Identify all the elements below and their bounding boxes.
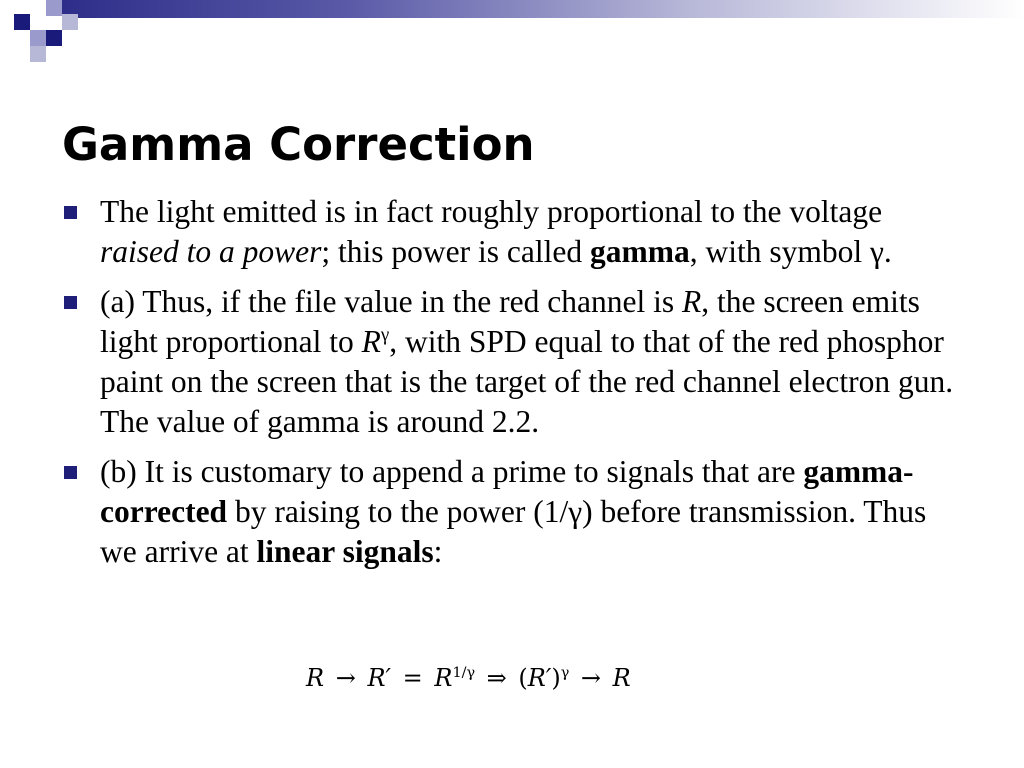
italic-text: R [612, 664, 631, 692]
bullet-item [62, 452, 962, 572]
corner-square [30, 30, 46, 46]
superscript-text: γ [560, 665, 570, 681]
italic-text: R [306, 664, 325, 692]
superscript-text: γ [380, 324, 390, 346]
bullet-item [62, 282, 962, 442]
bold-text: linear signals [256, 534, 434, 569]
corner-square [46, 30, 62, 46]
bullet-list [62, 192, 962, 582]
italic-text: R [434, 664, 453, 692]
bold-text: gamma [589, 234, 690, 269]
bullet-square-icon [64, 296, 77, 309]
italic-text: R′ [527, 664, 552, 692]
bullet-item [62, 192, 962, 272]
superscript-text: 1/γ [452, 665, 476, 681]
bullet-square-icon [64, 466, 77, 479]
bullet-text: (b) It is customary to append a prime to signals that are gamma-corrected by raising to the power (1/γ) before transmission. Thus we arrive at linear signals: [100, 454, 927, 569]
bullet-square-icon [64, 206, 77, 219]
corner-decoration [0, 0, 80, 62]
corner-square [62, 14, 78, 30]
gamma-formula: $R \to R' = R^{1/\gamma}$ ⇒ $(R')^\gamma \to R$ [306, 664, 631, 692]
corner-square [14, 14, 30, 30]
bullet-text: (a) Thus, if the file value in the red channel is R, the screen emits light proportional to $R^\gamma$, with SPD equal to that of the red phosphor paint on the screen that is the target of the red channel electron gun. The value of gamma is around 2.2. [100, 284, 954, 439]
corner-square [30, 46, 46, 62]
header-band [62, 0, 1024, 18]
italic-text: R [681, 284, 702, 319]
slide-title: Gamma Correction [62, 118, 535, 171]
italic-text: raised to a power [100, 234, 322, 269]
italic-text: R [361, 324, 381, 359]
bold-text: gamma-corrected [100, 454, 914, 529]
italic-text: R′ [367, 664, 391, 692]
corner-square [46, 0, 62, 16]
bullet-text: The light emitted is in fact roughly proportional to the voltage raised to a power; this power is called gamma, with symbol γ. [100, 194, 892, 269]
